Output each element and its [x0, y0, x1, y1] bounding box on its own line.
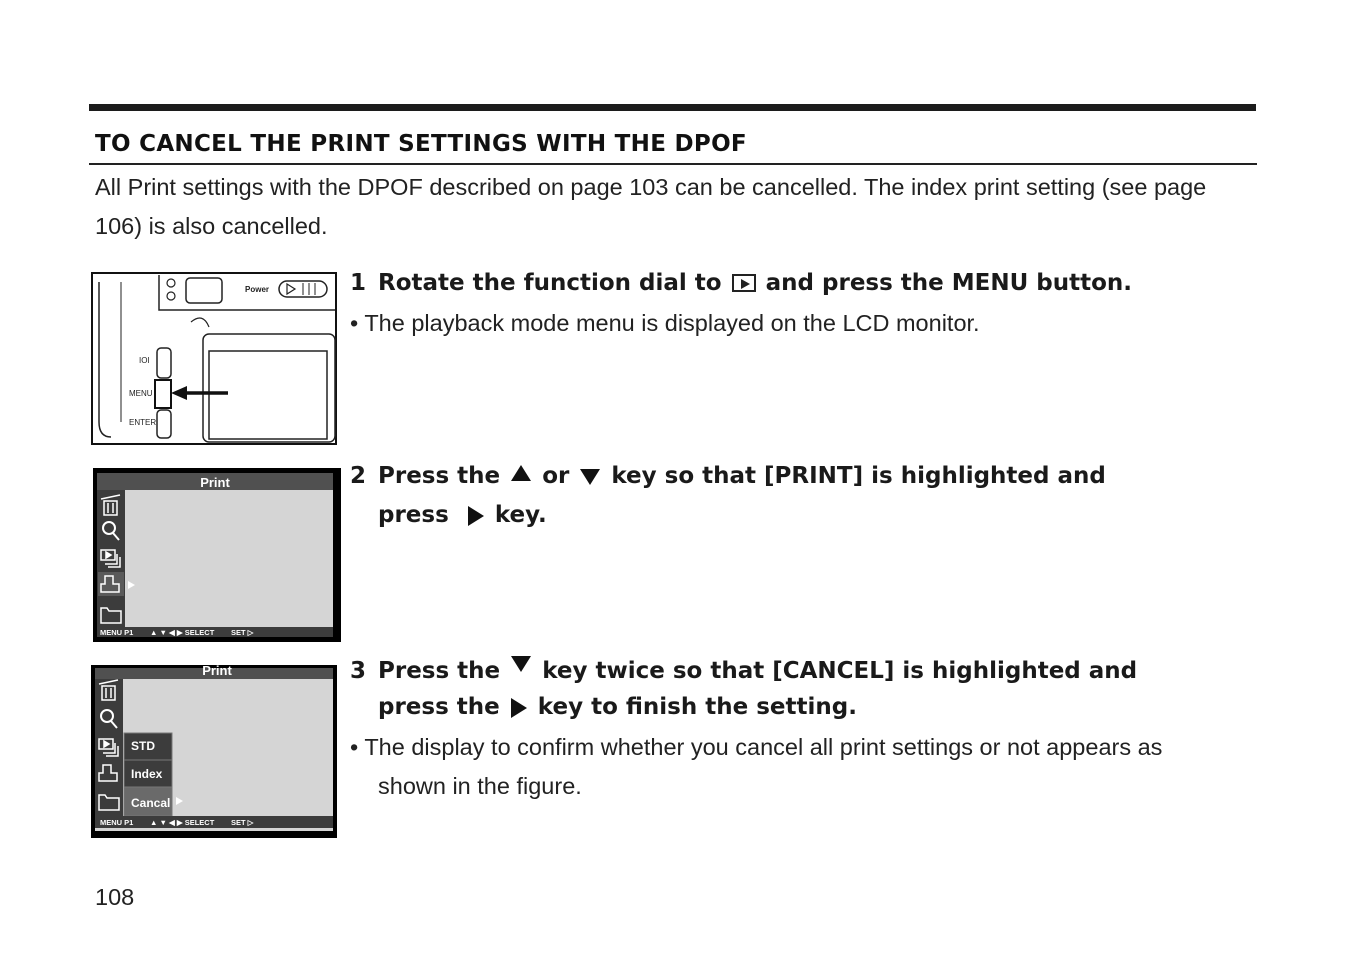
step-2-heading	[350, 463, 1106, 489]
step-3-heading-line2	[378, 694, 857, 720]
option-cancel: Cancal	[131, 796, 171, 810]
lcd-1-footer-set: SET ▷	[231, 628, 254, 637]
lcd-1-title: Print	[200, 475, 230, 490]
lcd-1-footer-menu: MENU P1	[100, 628, 134, 637]
step-3-text-a: Press the	[378, 658, 501, 684]
step-3-text-b: key twice so that [CANCEL] is highlighted and	[542, 658, 1138, 684]
step-1-number: 1	[350, 270, 367, 296]
step-2-text-a: Press the	[378, 463, 501, 489]
top-rule	[89, 104, 1256, 111]
lcd-2-title: Print	[202, 665, 232, 678]
print-icon	[98, 572, 124, 596]
step-3-text-d: key to finish the setting.	[537, 694, 857, 720]
step-3-note-cont: shown in the figure.	[378, 773, 582, 799]
camera-back-figure	[91, 272, 337, 450]
step-2-text-c: key so that [PRINT] is highlighted and	[611, 463, 1106, 489]
step-1-text-b: and press the MENU button.	[765, 270, 1133, 296]
page-number: 108	[95, 884, 135, 910]
step-2-text-b: or	[542, 463, 570, 489]
option-std: STD	[131, 739, 155, 753]
step-1-note: • The playback mode menu is displayed on the LCD monitor.	[350, 310, 980, 336]
label-enter: ENTER	[129, 418, 157, 427]
step-3-number: 3	[350, 658, 367, 684]
step-1-heading	[350, 270, 1132, 296]
step-3-heading	[350, 656, 1137, 684]
step-3-text-c: press the	[378, 694, 500, 720]
down-key-icon	[511, 656, 531, 672]
lcd-print-menu-figure	[93, 468, 341, 647]
label-ioi: IOI	[139, 356, 150, 365]
step-2-number: 2	[350, 463, 367, 489]
intro-paragraph: All Print settings with the DPOF described on page 103 can be cancelled. The index print setting (see page 106) is also cancelled.	[95, 174, 1207, 239]
lcd-2-footer-set: SET ▷	[231, 818, 254, 827]
step-2-heading-line2	[378, 502, 547, 528]
down-key-icon	[580, 469, 600, 485]
step-1-text-a: Rotate the function dial to	[378, 270, 722, 296]
step-3-note: • The display to confirm whether you cancel all print settings or not appears as	[350, 734, 1163, 760]
lcd-print-submenu-figure	[91, 665, 337, 843]
label-menu: MENU	[129, 389, 153, 398]
power-label: Power	[245, 285, 270, 294]
option-index: Index	[131, 767, 163, 781]
step-2-text-e: key.	[494, 502, 547, 528]
lcd-2-footer-menu: MENU P1	[100, 818, 134, 827]
right-key-icon	[468, 506, 484, 526]
section-title: TO CANCEL THE PRINT SETTINGS WITH THE DPOF	[95, 131, 747, 157]
title-underline	[89, 163, 1257, 165]
lcd-2-footer-keys: ▲ ▼ ◀ ▶ SELECT	[150, 818, 215, 827]
up-key-icon	[511, 465, 531, 481]
lcd-1-footer-keys: ▲ ▼ ◀ ▶ SELECT	[150, 628, 215, 637]
step-2-text-d: press	[378, 502, 449, 528]
playback-mode-icon	[732, 274, 756, 292]
right-key-icon	[511, 698, 527, 718]
